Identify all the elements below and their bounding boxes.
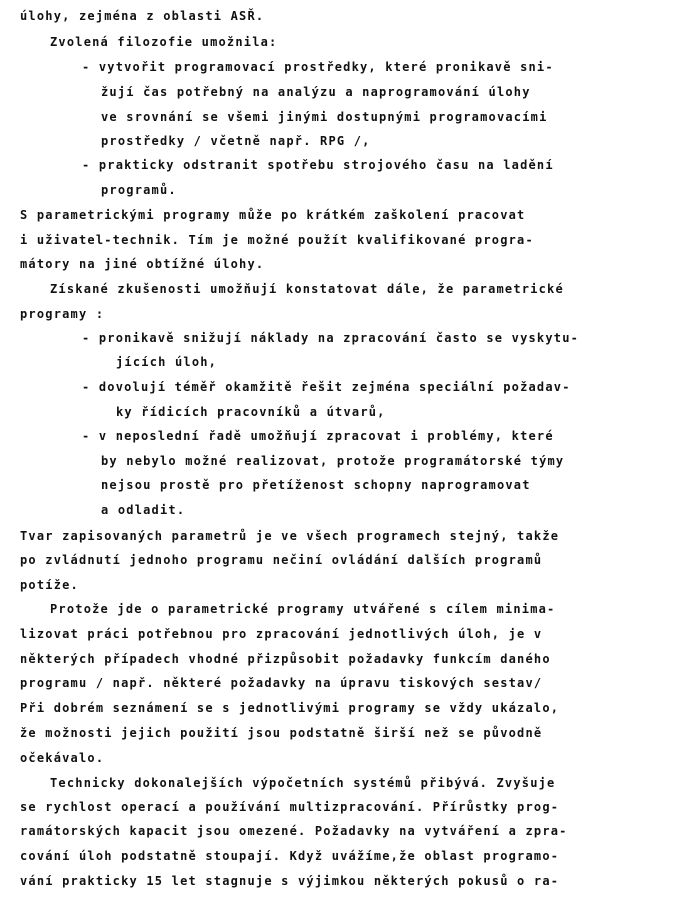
text-line-35: cování úloh podstatně stoupají. Když uvážíme,že oblast programo- [20,849,560,863]
text-line-1: úlohy, zejména z oblasti ASŘ. [20,9,265,23]
text-line-32: Technicky dokonalejších výpočetních systémů přibývá. Zvyšuje [50,776,556,790]
text-line-33: se rychlost operací a používání multizpracování. Přírůstky prog- [20,800,560,814]
text-line-27: některých případech vhodné přizpůsobit požadavky funkcím daného [20,652,551,666]
text-line-16: - dovolují téměř okamžitě řešit zejména speciální požadav- [82,380,571,394]
text-line-9: S parametrickými programy může po krátkém zaškolení pracovat [20,208,526,222]
text-line-29: Při dobrém seznámení se s jednotlivými programy se vždy ukázalo, [20,701,560,715]
text-line-20: nejsou prostě pro přetíženost schopny naprogramovat [101,478,531,492]
text-line-30: že možnosti jejich použití jsou podstatně širší než se původně [20,726,543,740]
text-line-12: Získané zkušenosti umožňují konstatovat dále, že parametrické [50,282,564,296]
text-line-2: Zvolená filozofie umožnila: [50,35,278,49]
text-line-18: - v neposlední řadě umožňují zpracovat i problémy, které [82,429,554,443]
text-line-24: potíže. [20,578,79,592]
text-line-19: by nebylo možné realizovat, protože programátorské týmy [101,454,565,468]
text-line-25: Protože jde o parametrické programy utvářené s cílem minima- [50,602,556,616]
text-line-23: po zvládnutí jednoho programu nečiní ovládání dalších programů [20,553,543,567]
text-line-3: - vytvořit programovací prostředky, které pronikavě sni- [82,60,554,74]
text-line-36: vání prakticky 15 let stagnuje s výjimkou některých pokusů o ra- [20,874,560,888]
text-line-4: žují čas potřebný na analýzu a naprogramování úlohy [101,85,531,99]
text-line-26: lizovat práci potřebnou pro zpracování jednotlivých úloh, je v [20,627,543,641]
text-line-6: prostředky / včetně např. RPG /, [101,134,371,148]
text-line-8: programů. [101,183,177,197]
text-line-31: očekávalo. [20,751,105,765]
text-line-13: programy : [20,307,105,321]
text-line-15: jících úloh, [116,355,218,369]
text-line-17: ky řídicích pracovníků a útvarů, [116,405,386,419]
text-line-28: programu / např. některé požadavky na úpravu tiskových sestav/ [20,676,543,690]
text-line-5: ve srovnání se všemi jinými dostupnými programovacími [101,110,548,124]
text-line-10: i uživatel-technik. Tím je možné použít kvalifikované progra- [20,233,534,247]
text-line-11: mátory na jiné obtížné úlohy. [20,257,265,271]
text-line-14: - pronikavě snižují náklady na zpracování často se vyskytu- [82,331,580,345]
text-line-22: Tvar zapisovaných parametrů je ve všech programech stejný, takže [20,529,560,543]
text-line-7: - prakticky odstranit spotřebu strojového času na ladění [82,158,554,172]
text-line-34: ramátorských kapacit jsou omezené. Požadavky na vytváření a zpra- [20,824,568,838]
text-line-21: a odladit. [101,503,186,517]
